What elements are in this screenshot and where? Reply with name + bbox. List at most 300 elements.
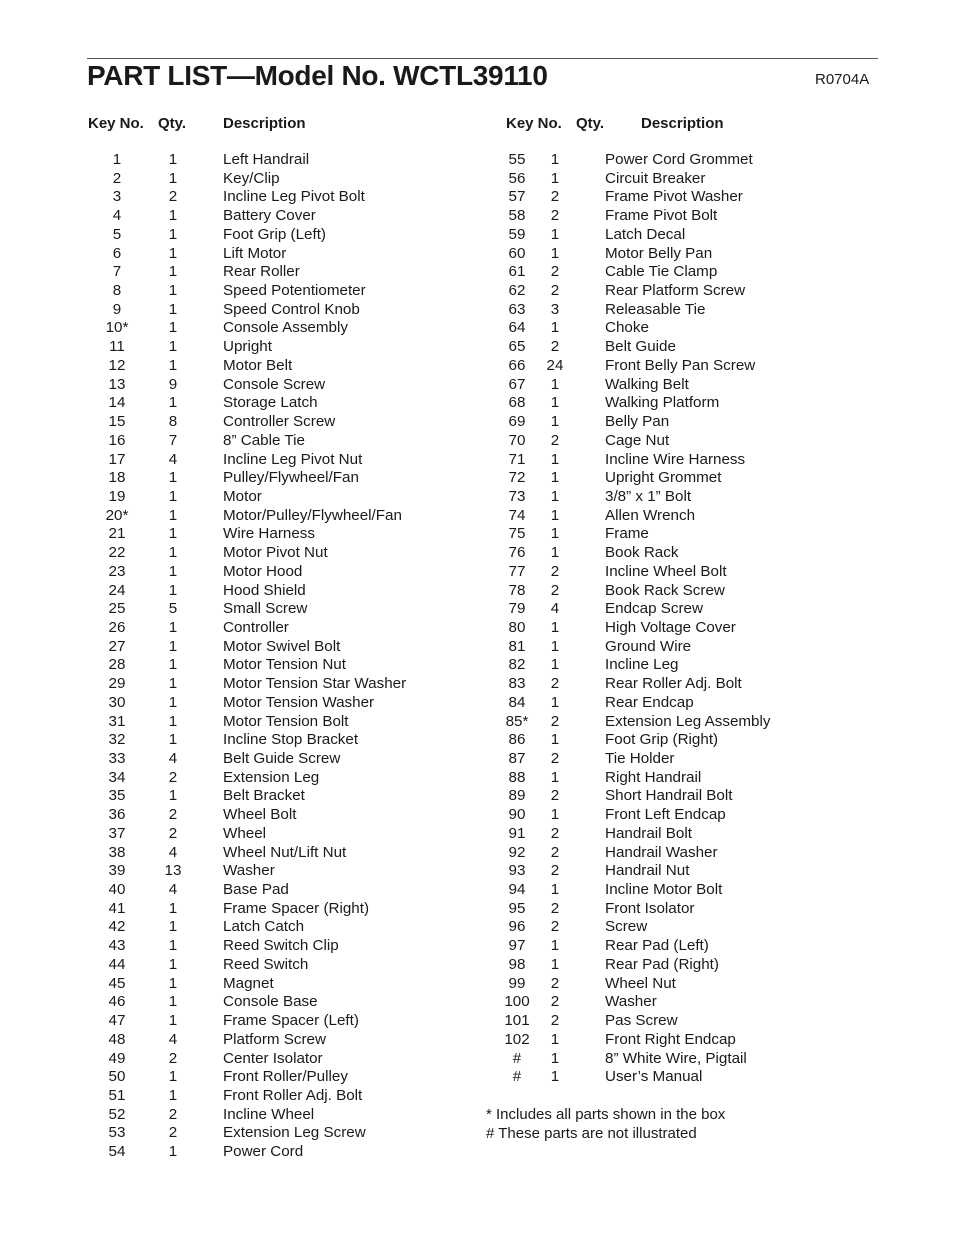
part-description: Handrail Nut: [605, 862, 690, 880]
part-key-number: 10*: [105, 319, 129, 337]
part-description: Handrail Washer: [605, 843, 718, 861]
part-quantity: 2: [168, 768, 178, 786]
part-row: [488, 563, 868, 582]
part-row: [488, 731, 868, 750]
part-row: [488, 638, 868, 657]
part-row: [488, 357, 868, 376]
part-row: [88, 451, 468, 470]
part-row: [88, 862, 468, 881]
part-row: [88, 376, 468, 395]
part-quantity: 1: [168, 712, 178, 730]
part-quantity: 1: [550, 394, 560, 412]
page-title: PART LIST—Model No. WCTL39110: [87, 60, 548, 91]
part-quantity: 2: [550, 562, 560, 580]
part-quantity: 2: [550, 431, 560, 449]
part-row: [88, 731, 468, 750]
part-key-number: 44: [108, 955, 126, 973]
part-key-number: 82: [508, 656, 526, 674]
part-key-number: 31: [108, 712, 126, 730]
part-row: [88, 544, 468, 563]
part-row: [488, 245, 868, 264]
part-quantity: 1: [168, 787, 178, 805]
part-description: Walking Platform: [605, 394, 720, 412]
part-key-number: 51: [108, 1086, 126, 1104]
part-key-number: 77: [508, 562, 526, 580]
part-description: Frame: [605, 525, 649, 543]
part-description: Foot Grip (Left): [223, 225, 326, 243]
part-key-number: 52: [108, 1105, 126, 1123]
part-quantity: 2: [550, 787, 560, 805]
part-description: Rear Roller: [223, 263, 300, 281]
part-key-number: 17: [108, 450, 126, 468]
part-key-number: 42: [108, 918, 126, 936]
part-quantity: 2: [550, 1012, 560, 1030]
part-description: Extension Leg: [223, 768, 320, 786]
part-row: [488, 694, 868, 713]
part-key-number: 81: [508, 637, 526, 655]
part-row: [488, 263, 868, 282]
part-row: [488, 1050, 868, 1069]
part-description: Motor Belt: [223, 356, 293, 374]
part-description: Cable Tie Clamp: [605, 263, 718, 281]
part-description: Motor Pivot Nut: [223, 544, 328, 562]
part-description: Upright Grommet: [605, 469, 722, 487]
part-key-number: 89: [508, 787, 526, 805]
part-key-number: 38: [108, 843, 126, 861]
part-quantity: 1: [168, 656, 178, 674]
part-key-number: 62: [508, 282, 526, 300]
part-description: Speed Control Knob: [223, 300, 360, 318]
part-description: Rear Roller Adj. Bolt: [605, 675, 742, 693]
part-row: [88, 619, 468, 638]
part-description: Choke: [605, 319, 649, 337]
part-quantity: 7: [168, 431, 178, 449]
part-key-number: 87: [508, 750, 526, 767]
part-quantity: 1: [550, 225, 560, 243]
part-quantity: 1: [550, 955, 560, 973]
part-quantity: 1: [550, 618, 560, 636]
part-description: Incline Leg: [605, 656, 679, 674]
part-description: Washer: [605, 993, 657, 1011]
part-quantity: 1: [550, 1068, 560, 1086]
part-key-number: 65: [508, 338, 526, 356]
part-description: Motor Tension Bolt: [223, 712, 349, 730]
part-row: [88, 900, 468, 919]
part-quantity: 1: [168, 525, 178, 543]
left-header-qty: Qty.: [158, 115, 187, 132]
part-row: [88, 975, 468, 994]
part-description: Incline Leg Pivot Bolt: [223, 188, 365, 206]
part-quantity: 4: [550, 600, 560, 618]
part-quantity: 1: [550, 768, 560, 786]
part-row: [488, 956, 868, 975]
part-quantity: 1: [168, 263, 178, 281]
part-row: [488, 993, 868, 1012]
part-row: [88, 713, 468, 732]
part-key-number: 57: [508, 188, 526, 206]
part-description: Frame Spacer (Left): [223, 1012, 359, 1030]
part-key-number: 14: [108, 394, 126, 412]
part-key-number: 72: [508, 469, 526, 487]
part-key-number: 35: [108, 787, 126, 805]
part-row: [88, 918, 468, 937]
part-quantity: 2: [168, 824, 178, 842]
part-row: [488, 656, 868, 675]
part-row: [88, 188, 468, 207]
part-row: [488, 1068, 868, 1087]
part-description: Wheel Nut/Lift Nut: [223, 843, 347, 861]
part-key-number: 8: [112, 282, 122, 300]
part-quantity: 1: [168, 562, 178, 580]
part-row: [488, 544, 868, 563]
part-quantity: 1: [168, 544, 178, 562]
part-quantity: 1: [550, 1030, 560, 1048]
part-description: Extension Leg Screw: [223, 1124, 366, 1142]
part-key-number: 80: [508, 618, 526, 636]
part-description: Reed Switch: [223, 955, 309, 973]
part-key-number: 76: [508, 544, 526, 562]
part-row: [488, 451, 868, 470]
part-row: [88, 582, 468, 601]
part-quantity: 2: [168, 1105, 178, 1123]
part-description: Console Base: [223, 993, 318, 1011]
part-description: Incline Motor Bolt: [605, 881, 723, 899]
part-row: [488, 713, 868, 732]
part-key-number: 1: [112, 151, 122, 168]
part-quantity: 1: [168, 487, 178, 505]
part-quantity: 2: [550, 993, 560, 1011]
part-quantity: 1: [168, 356, 178, 374]
part-quantity: 1: [168, 618, 178, 636]
part-key-number: 18: [108, 469, 126, 487]
part-quantity: 2: [550, 824, 560, 842]
part-key-number: 94: [508, 881, 526, 899]
part-description: Cage Nut: [605, 431, 670, 449]
part-row: [488, 207, 868, 226]
part-row: [88, 319, 468, 338]
right-parts-list: [488, 151, 868, 1087]
part-description: Wheel: [223, 824, 267, 842]
part-row: [488, 619, 868, 638]
part-description: Motor Hood: [223, 562, 303, 580]
part-quantity: 1: [550, 637, 560, 655]
part-key-number: 41: [108, 899, 126, 917]
part-quantity: 1: [168, 899, 178, 917]
part-row: [88, 507, 468, 526]
part-key-number: 92: [508, 843, 526, 861]
part-quantity: 1: [168, 918, 178, 936]
part-description: Front Belly Pan Screw: [605, 356, 756, 374]
part-key-number: 66: [508, 356, 526, 374]
document-code: R0704A: [815, 71, 870, 88]
part-description: Handrail Bolt: [605, 824, 692, 842]
part-key-number: 25: [108, 600, 126, 618]
part-quantity: 2: [168, 806, 178, 824]
part-quantity: 1: [550, 151, 560, 168]
part-row: [488, 413, 868, 432]
part-description: Belt Guide: [605, 338, 676, 356]
part-key-number: 97: [508, 937, 526, 955]
part-key-number: 69: [508, 413, 526, 431]
part-description: 8” White Wire, Pigtail: [605, 1049, 747, 1067]
part-quantity: 1: [550, 319, 560, 337]
part-row: [488, 825, 868, 844]
part-description: Front Roller/Pulley: [223, 1068, 348, 1086]
part-description: Power Cord: [223, 1143, 304, 1161]
part-quantity: 1: [550, 450, 560, 468]
part-row: [488, 582, 868, 601]
part-quantity: 1: [168, 319, 178, 337]
part-quantity: 1: [550, 881, 560, 899]
part-quantity: 1: [168, 338, 178, 356]
part-row: [488, 170, 868, 189]
part-quantity: 2: [550, 338, 560, 356]
part-quantity: 2: [550, 188, 560, 206]
part-quantity: 1: [168, 506, 178, 524]
part-description: Front Right Endcap: [605, 1030, 736, 1048]
part-row: [88, 394, 468, 413]
part-description: Upright: [223, 338, 272, 356]
part-description: Latch Decal: [605, 225, 686, 243]
part-row: [488, 937, 868, 956]
part-key-number: 75: [508, 525, 526, 543]
part-row: [88, 956, 468, 975]
part-key-number: 46: [108, 993, 126, 1011]
part-key-number: 20*: [105, 506, 129, 524]
part-quantity: 2: [550, 899, 560, 917]
part-key-number: 13: [108, 375, 126, 393]
part-key-number: 16: [108, 431, 126, 449]
part-key-number: 23: [108, 562, 126, 580]
part-key-number: 78: [508, 581, 526, 599]
part-row: [88, 1068, 468, 1087]
part-row: [88, 750, 468, 769]
part-description: Motor/Pulley/Flywheel/Fan: [223, 506, 402, 524]
part-description: Pulley/Flywheel/Fan: [223, 469, 359, 487]
part-quantity: 1: [168, 1068, 178, 1086]
part-key-number: 98: [508, 955, 526, 973]
part-key-number: 70: [508, 431, 526, 449]
right-header-description: Description: [641, 115, 724, 132]
part-key-number: 6: [112, 244, 122, 262]
part-quantity: 1: [168, 1086, 178, 1104]
part-key-number: 100: [504, 993, 530, 1011]
part-key-number: 3: [112, 188, 122, 206]
part-description: Motor Tension Star Washer: [223, 675, 407, 693]
part-key-number: 47: [108, 1012, 126, 1030]
part-key-number: 29: [108, 675, 126, 693]
part-key-number: 30: [108, 693, 126, 711]
part-row: [488, 769, 868, 788]
part-row: [88, 245, 468, 264]
left-parts-list: [88, 151, 468, 1162]
part-row: [88, 338, 468, 357]
footnote-asterisk: * Includes all parts shown in the box: [486, 1106, 726, 1123]
part-row: [88, 357, 468, 376]
part-row: [488, 376, 868, 395]
part-description: Magnet: [223, 974, 274, 992]
part-description: Book Rack Screw: [605, 581, 725, 599]
part-description: Center Isolator: [223, 1049, 323, 1067]
part-description: Tie Holder: [605, 750, 675, 767]
part-key-number: 15: [108, 413, 126, 431]
part-quantity: 1: [168, 637, 178, 655]
part-key-number: 28: [108, 656, 126, 674]
part-description: Short Handrail Bolt: [605, 787, 733, 805]
part-row: [488, 226, 868, 245]
part-description: Frame Pivot Washer: [605, 188, 743, 206]
part-key-number: 49: [108, 1049, 126, 1067]
part-quantity: 1: [550, 806, 560, 824]
part-description: Pas Screw: [605, 1012, 678, 1030]
part-quantity: 2: [168, 188, 178, 206]
part-description: Lift Motor: [223, 244, 287, 262]
part-description: Speed Potentiometer: [223, 282, 366, 300]
part-key-number: 95: [508, 899, 526, 917]
part-quantity: 4: [168, 750, 178, 767]
part-quantity: 2: [550, 918, 560, 936]
part-quantity: 4: [168, 1030, 178, 1048]
part-key-number: 19: [108, 487, 126, 505]
part-quantity: 1: [168, 300, 178, 318]
right-header-key: Key No.: [506, 115, 562, 132]
part-row: [88, 937, 468, 956]
part-quantity: 1: [550, 656, 560, 674]
part-key-number: 39: [108, 862, 126, 880]
part-description: Foot Grip (Right): [605, 731, 719, 749]
part-quantity: 1: [550, 731, 560, 749]
part-description: Ground Wire: [605, 637, 692, 655]
part-row: [88, 413, 468, 432]
part-key-number: 22: [108, 544, 126, 562]
part-key-number: 11: [109, 338, 125, 356]
part-quantity: 1: [550, 469, 560, 487]
part-description: Motor Tension Nut: [223, 656, 346, 674]
part-row: [488, 282, 868, 301]
part-description: Battery Cover: [223, 207, 316, 225]
part-key-number: 2: [112, 169, 122, 187]
part-description: Front Isolator: [605, 899, 695, 917]
part-description: Front Left Endcap: [605, 806, 726, 824]
part-key-number: 36: [108, 806, 126, 824]
part-description: Incline Wheel Bolt: [605, 562, 727, 580]
part-row: [88, 993, 468, 1012]
part-description: Small Screw: [223, 600, 308, 618]
part-description: Latch Catch: [223, 918, 305, 936]
part-key-number: 48: [108, 1030, 126, 1048]
part-row: [88, 226, 468, 245]
part-quantity: 1: [168, 675, 178, 693]
part-description: Walking Belt: [605, 375, 689, 393]
part-row: [88, 1087, 468, 1106]
part-description: Allen Wrench: [605, 506, 696, 524]
part-key-number: 34: [108, 768, 126, 786]
part-row: [88, 525, 468, 544]
part-row: [488, 188, 868, 207]
part-quantity: 13: [164, 862, 182, 880]
part-quantity: 2: [550, 282, 560, 300]
part-key-number: 91: [508, 824, 526, 842]
left-header-key: Key No.: [88, 115, 144, 132]
part-row: [488, 750, 868, 769]
part-quantity: 2: [550, 263, 560, 281]
part-key-number: 9: [112, 300, 122, 318]
part-key-number: 96: [508, 918, 526, 936]
part-description: Endcap Screw: [605, 600, 703, 618]
part-key-number: 33: [108, 750, 126, 767]
part-quantity: 1: [168, 469, 178, 487]
part-key-number: 93: [508, 862, 526, 880]
part-description: Circuit Breaker: [605, 169, 706, 187]
part-row: [88, 1124, 468, 1143]
footnote-hash: # These parts are not illustrated: [486, 1125, 697, 1142]
part-key-number: 73: [508, 487, 526, 505]
part-description: Motor Swivel Bolt: [223, 637, 341, 655]
part-description: Hood Shield: [223, 581, 306, 599]
part-key-number: 63: [508, 300, 526, 318]
part-quantity: 9: [168, 375, 178, 393]
part-description: 3/8” x 1” Bolt: [605, 487, 692, 505]
part-key-number: 40: [108, 881, 126, 899]
part-description: Platform Screw: [223, 1030, 326, 1048]
part-description: Wire Harness: [223, 525, 315, 543]
part-quantity: 3: [550, 300, 560, 318]
part-row: [488, 900, 868, 919]
part-quantity: 1: [550, 244, 560, 262]
part-description: Motor Tension Washer: [223, 693, 375, 711]
part-key-number: #: [512, 1049, 522, 1067]
part-quantity: 1: [168, 937, 178, 955]
part-key-number: 88: [508, 768, 526, 786]
part-description: Frame Pivot Bolt: [605, 207, 718, 225]
part-quantity: 1: [168, 993, 178, 1011]
part-quantity: 1: [550, 544, 560, 562]
part-quantity: 1: [550, 693, 560, 711]
part-row: [488, 600, 868, 619]
part-description: Frame Spacer (Right): [223, 899, 370, 917]
part-key-number: 5: [112, 225, 122, 243]
part-key-number: 53: [108, 1124, 126, 1142]
part-description: High Voltage Cover: [605, 618, 736, 636]
part-key-number: 84: [508, 693, 526, 711]
part-description: Console Assembly: [223, 319, 348, 337]
part-quantity: 1: [168, 151, 178, 168]
part-row: [488, 301, 868, 320]
part-row: [488, 469, 868, 488]
part-description: Extension Leg Assembly: [605, 712, 771, 730]
part-description: Incline Stop Bracket: [223, 731, 359, 749]
part-row: [88, 787, 468, 806]
part-row: [88, 488, 468, 507]
part-quantity: 1: [168, 974, 178, 992]
part-key-number: 32: [108, 731, 126, 749]
part-description: Releasable Tie: [605, 300, 706, 318]
part-quantity: 1: [168, 1143, 178, 1161]
part-quantity: 2: [550, 581, 560, 599]
part-row: [88, 469, 468, 488]
part-key-number: 55: [508, 151, 526, 168]
part-description: Base Pad: [223, 881, 289, 899]
part-key-number: 27: [108, 637, 126, 655]
part-description: Front Roller Adj. Bolt: [223, 1086, 363, 1104]
right-header-qty: Qty.: [576, 115, 605, 132]
part-description: Right Handrail: [605, 768, 702, 786]
part-key-number: 59: [508, 225, 526, 243]
part-row: [88, 694, 468, 713]
part-row: [88, 432, 468, 451]
part-key-number: 56: [508, 169, 526, 187]
part-row: [88, 638, 468, 657]
